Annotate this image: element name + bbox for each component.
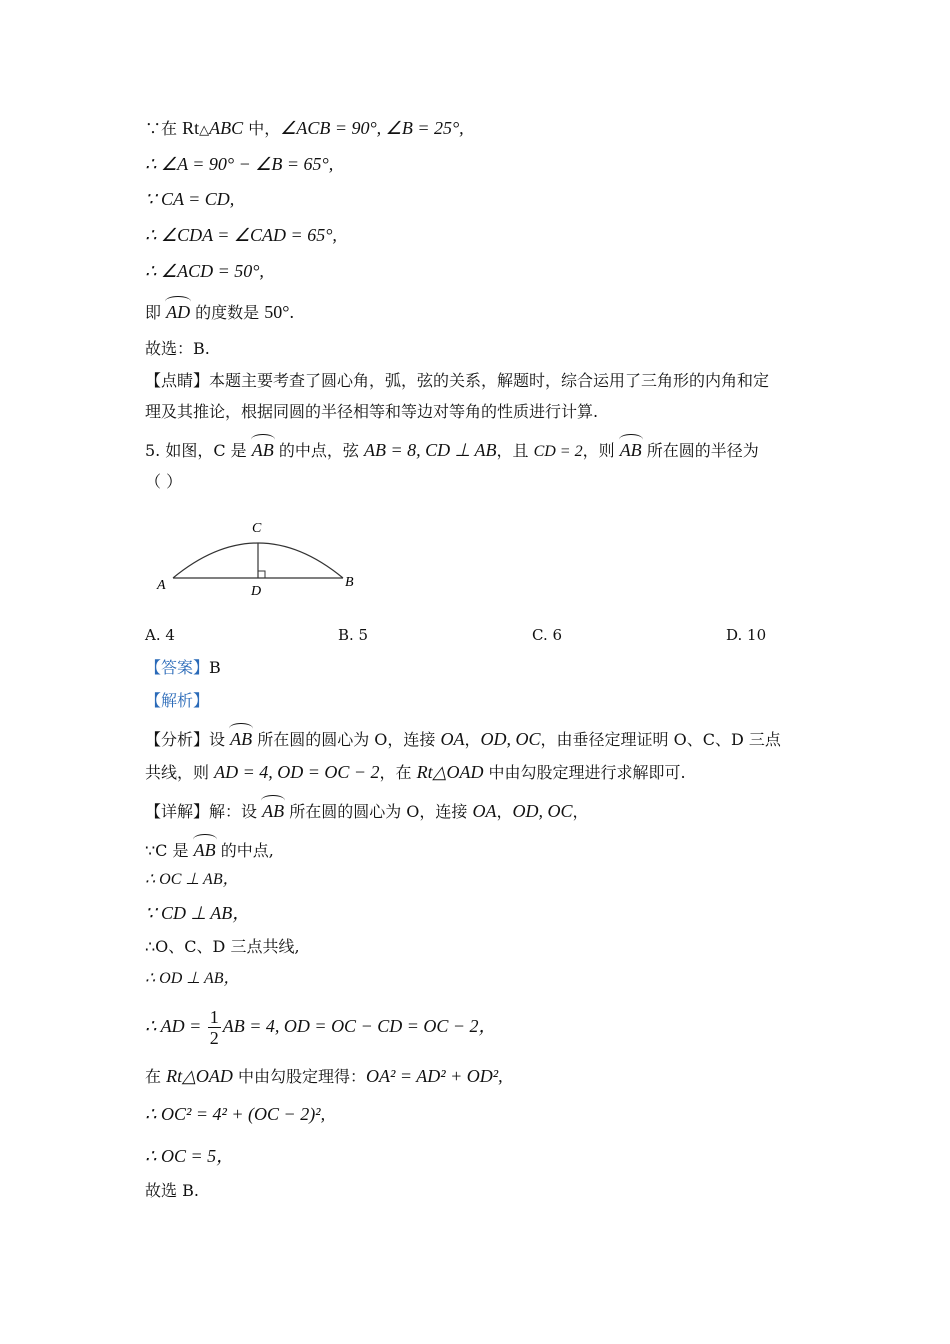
xiangjie-line-7: ∴ AD = $\frac{1}{2}$ AB = 4, OD = OC − CD = OC − 2，	[145, 1007, 497, 1048]
line-5: ∴ ∠ACD = 50°,	[145, 261, 264, 281]
dianjing-line-2: 理及其推论，根据同圆的半径相等和等边对等角的性质进行计算.	[145, 402, 599, 421]
xiangjie-line-3: ∴ OC ⊥ AB，	[145, 871, 239, 888]
line-6: 即 AD 的度数是 50°.	[145, 296, 294, 323]
xiangjie-line-1: 【详解】解：设 AB 所在圆的圆心为 O，连接 OA，OD, OC，	[145, 795, 589, 822]
arc-ab: AB	[262, 795, 284, 821]
fraction-half: $\frac{1}{2}$	[209, 1007, 219, 1048]
xiangjie-line-5: ∴O、C、D 三点共线,	[145, 937, 300, 956]
arc-chord-figure	[155, 513, 365, 603]
xiangjie-line-10: ∴ OC = 5，	[145, 1146, 235, 1166]
arc-ab: AB	[620, 434, 642, 460]
line-3: ∵ CA = CD,	[145, 189, 235, 209]
question-5: 5. 如图，C 是 AB 的中点，弦 AB = 8, CD ⊥ AB，且 CD = 2，则 AB 所在圆的半径为	[145, 434, 759, 462]
label-b: B	[345, 575, 354, 590]
line-1: ∵在 Rt△ABC 中，∠ACB = 90°, ∠B = 25°,	[145, 118, 464, 138]
arc-ad: AD	[166, 296, 190, 322]
fenxi-line-2: 共线，则 AD = 4, OD = OC − 2，在 Rt△OAD 中由勾股定理进行求解即可.	[145, 762, 686, 782]
label-a: A	[157, 578, 166, 593]
analysis-tag: 【解析】	[145, 691, 210, 710]
label-c: C	[252, 521, 262, 536]
xiangjie-line-11: 故选 B.	[145, 1181, 199, 1200]
dianjing-line-1: 【点睛】本题主要考查了圆心角，弧，弦的关系，解题时，综合运用了三角形的内角和定	[145, 371, 770, 390]
arc-ab: AB	[194, 834, 216, 860]
xiangjie-line-8: 在 Rt△OAD 中由勾股定理得：OA² = AD² + OD²,	[145, 1066, 503, 1086]
option-d: D. 10	[726, 626, 767, 644]
option-a: A. 4	[145, 626, 175, 644]
option-c: C. 6	[532, 626, 563, 644]
label-d: D	[251, 584, 262, 599]
xiangjie-line-2: ∵C 是 AB 的中点,	[145, 834, 274, 861]
xiangjie-line-9: ∴ OC² = 4² + (OC − 2)²,	[145, 1104, 326, 1124]
answer-line: 【答案】B	[145, 658, 221, 677]
xiangjie-line-4: ∵ CD ⊥ AB，	[145, 903, 251, 923]
option-b: B. 5	[338, 626, 369, 644]
line-7: 故选：B.	[145, 339, 210, 358]
line-2: ∴ ∠A = 90° − ∠B = 65°,	[145, 154, 334, 174]
fenxi-line-1: 【分析】设 AB 所在圆的圆心为 O，连接 OA，OD, OC，由垂径定理证明 O、C、D 三点	[145, 723, 781, 750]
line-4: ∴ ∠CDA = ∠CAD = 65°,	[145, 225, 337, 245]
question-paren: （ ）	[145, 472, 183, 491]
arc-ab: AB	[252, 434, 274, 460]
arc-ab: AB	[230, 723, 252, 749]
right-angle-mark	[258, 571, 265, 578]
xiangjie-line-6: ∴ OD ⊥ AB，	[145, 970, 240, 987]
